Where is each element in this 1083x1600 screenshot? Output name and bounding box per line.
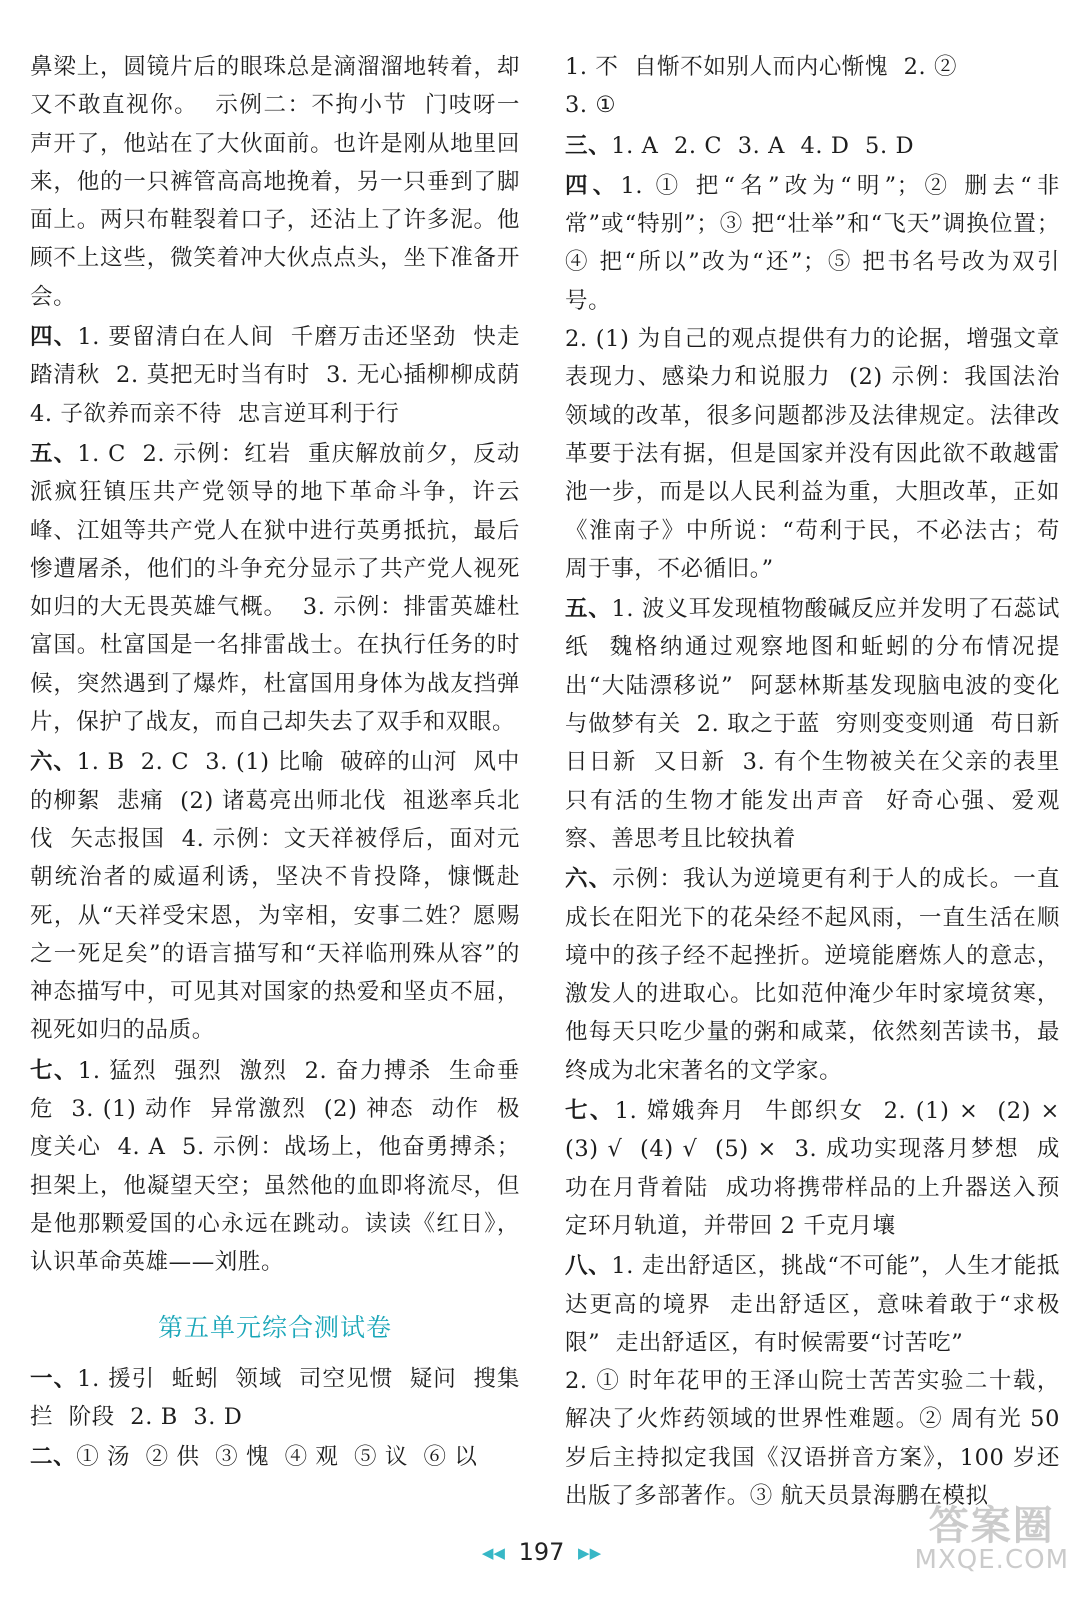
answer-paragraph xyxy=(30,48,520,316)
answer-paragraph xyxy=(30,1052,520,1282)
answer-paragraph xyxy=(565,1247,1060,1515)
answer-text: 1. 嫦娥奔月 牛郎织女 2. (1) × (2) × (3) √ (4) √ (5) × 3. 成功实现落月梦想 成功在月背着陆 成功将携带样品的上升器送入预定环月轨道，并带回 2 千克月壤 xyxy=(565,1098,1076,1239)
answer-text: 1. 波义耳发现植物酸碱反应并发明了石蕊试纸 魏格纳通过观察地图和蚯蚓的分布情况提出“大陆漂移说” 阿瑟林斯基发现脑电波的变化与做梦有关 2. 取之于蓝 穷则变变则通 苟日新 日日新 又日新 3. 有个生物被关在父亲的表里 只有活的生物才能发出声音 好奇心强、爱观察、善思考且比较执着 xyxy=(565,596,1076,852)
next-arrows-icon: ▶▶ xyxy=(578,1544,602,1562)
answer-text: 1. B 2. C 3. (1) 比喻 破碎的山河 风中的柳絮 悲痛 (2) 诸葛亮出师北伐 祖逖率兵北伐 矢志报国 4. 示例：文天祥被俘后，面对元朝统治者的威逼利诱，坚决不肯投降，慷慨赴死，从“天祥受宋恩，为宰相，安事二姓？愿赐之一死足矣”的语言描写和“天祥临刑殊从容”的神态描写中，可见其对国家的热爱和坚贞不屈，视死如归的品质。 xyxy=(30,749,520,1044)
answer-paragraph xyxy=(565,590,1076,858)
section-number-label: 四、 xyxy=(565,172,621,199)
watermark-line1: 答案圈 xyxy=(928,1503,1055,1549)
answer-paragraph xyxy=(30,1438,520,1476)
page-number: 197 xyxy=(518,1538,565,1566)
answer-paragraph xyxy=(30,318,536,433)
section-number-label: 五、 xyxy=(565,596,612,623)
answer-paragraph xyxy=(30,1360,536,1437)
right-column xyxy=(565,48,1076,1517)
section-number-label: 五、 xyxy=(30,440,78,467)
section-number-label: 八、 xyxy=(565,1253,612,1280)
answer-text: 鼻梁上，圆镜片后的眼珠总是滴溜溜地转着，却又不敢直视你。 示例二：不拘小节 门吱呀一声开了，他站在了大伙面前。也许是刚从地里回来，他的一只裤管高高地挽着，另一只垂到了脚面上。两只布鞋裂着口子，还沾上了许多泥。他顾不上这些，微笑着冲大伙点点头，坐下准备开会。 xyxy=(30,54,520,310)
section-number-label: 七、 xyxy=(30,1057,78,1084)
left-column xyxy=(30,48,536,1478)
section-number-label: 六、 xyxy=(30,749,77,776)
section-number-label: 三、 xyxy=(565,132,612,159)
section-title: 第五单元综合测试卷 xyxy=(157,1312,392,1342)
section-number-label: 四、 xyxy=(30,324,78,351)
answer-text: 1. 猛烈 强烈 激烈 2. 奋力搏杀 生命垂危 3. (1) 动作 异常激烈 (2) 神态 动作 极度关心 4. A 5. 示例：战场上，他奋勇搏杀；担架上，他凝望天空；虽然他的血即将流尽，但是他那颗爱国的心永远在跳动。读读《红日》，认识革命英雄——刘胜。 xyxy=(30,1057,520,1276)
answer-text: 示例：我认为逆境更有利于人的成长。一直成长在阳光下的花朵经不起风雨，一直生活在顺境中的孩子经不起挫折。逆境能磨炼人的意志，激发人的进取心。比如范仲淹少年时家境贫寒，他每天只吃少量的粥和咸菜，依然刻苦读书，最终成为北宋著名的文学家。 xyxy=(565,866,1061,1084)
answer-text: 1. ① 把“名”改为“明”；② 删去“非常”或“特别”；③ 把“壮举”和“飞天”调换位置；④ 把“所以”改为“还”；⑤ 把书名号改为双引号。 2. (1) 为自己的观点提供有力的论据，增强文章表现力、感染力和说服力 (2) 示例：我国法治领域的改革，很多问题都涉及法律规定。法律改革要于法有据，但是国家并没有因此欲不敢越雷池一步，而是以人民利益为重，大胆改革，正如《淮南子》中所说：“苟利于民，不必法古；苟周于事，不必循旧。” xyxy=(565,172,1060,582)
section-number-label: 六、 xyxy=(565,866,613,893)
answer-text: ① 汤 ② 供 ③ 愧 ④ 观 ⑤ 议 ⑥ 以 xyxy=(76,1444,478,1471)
answer-paragraph xyxy=(565,48,1060,125)
answer-text: 1. 不 自惭不如别人而内心惭愧 2. ② 3. ① xyxy=(565,54,958,119)
section-number-label: 一、 xyxy=(30,1365,78,1392)
answer-paragraph xyxy=(565,1092,1076,1245)
answer-text: 1. C 2. 示例：红岩 重庆解放前夕，反动派疯狂镇压共产党领导的地下革命斗争，许云峰、江姐等共产党人在狱中进行英勇抵抗，最后惨遭屠杀，他们的斗争充分显示了共产党人视死如归的大无畏英雄气概。 3. 示例：排雷英雄杜富国。杜富国是一名排雷战士。在执行任务的时候，突然遇到了爆炸，杜富国用身体为战友挡弹片，保护了战友，而自己却失去了双手和双眼。 xyxy=(30,440,520,736)
answer-paragraph xyxy=(565,127,1060,165)
answer-paragraph xyxy=(565,860,1060,1090)
answer-text: 1. 要留清白在人间 千磨万击还坚劲 快走踏清秋 2. 莫把无时当有时 3. 无心插柳柳成荫 4. 子欲养而亲不待 忠言逆耳利于行 xyxy=(30,324,536,427)
answer-paragraph xyxy=(30,743,520,1049)
watermark-logo xyxy=(915,1505,1069,1574)
watermark-line2: MXQE.COM xyxy=(914,1545,1069,1575)
answer-paragraph xyxy=(30,435,520,741)
prev-arrows-icon: ◀◀ xyxy=(481,1544,505,1562)
section-number-label: 二、 xyxy=(30,1444,77,1471)
section-number-label: 七、 xyxy=(565,1098,615,1125)
answer-text: 1. A 2. C 3. A 4. D 5. D xyxy=(611,132,915,159)
answer-paragraph xyxy=(565,167,1060,588)
answer-text: 1. 援引 蚯蚓 领域 司空见惯 疑问 搜集 拦 阶段 2. B 3. D xyxy=(30,1365,536,1430)
answer-text: 1. 走出舒适区，挑战“不可能”，人生才能抵达更高的境界 走出舒适区，意味着敢于“求极限” 走出舒适区，有时候需要“讨苦吃” 2. ① 时年花甲的王泽山院士苦苦实验二十载，解决了火炸药领域的世界性难题。② 周有光 50 岁后主持拟定我国《汉语拼音方案》，100 岁还出版了多部著作。③ 航天员景海鹏在模拟 xyxy=(565,1253,1060,1509)
